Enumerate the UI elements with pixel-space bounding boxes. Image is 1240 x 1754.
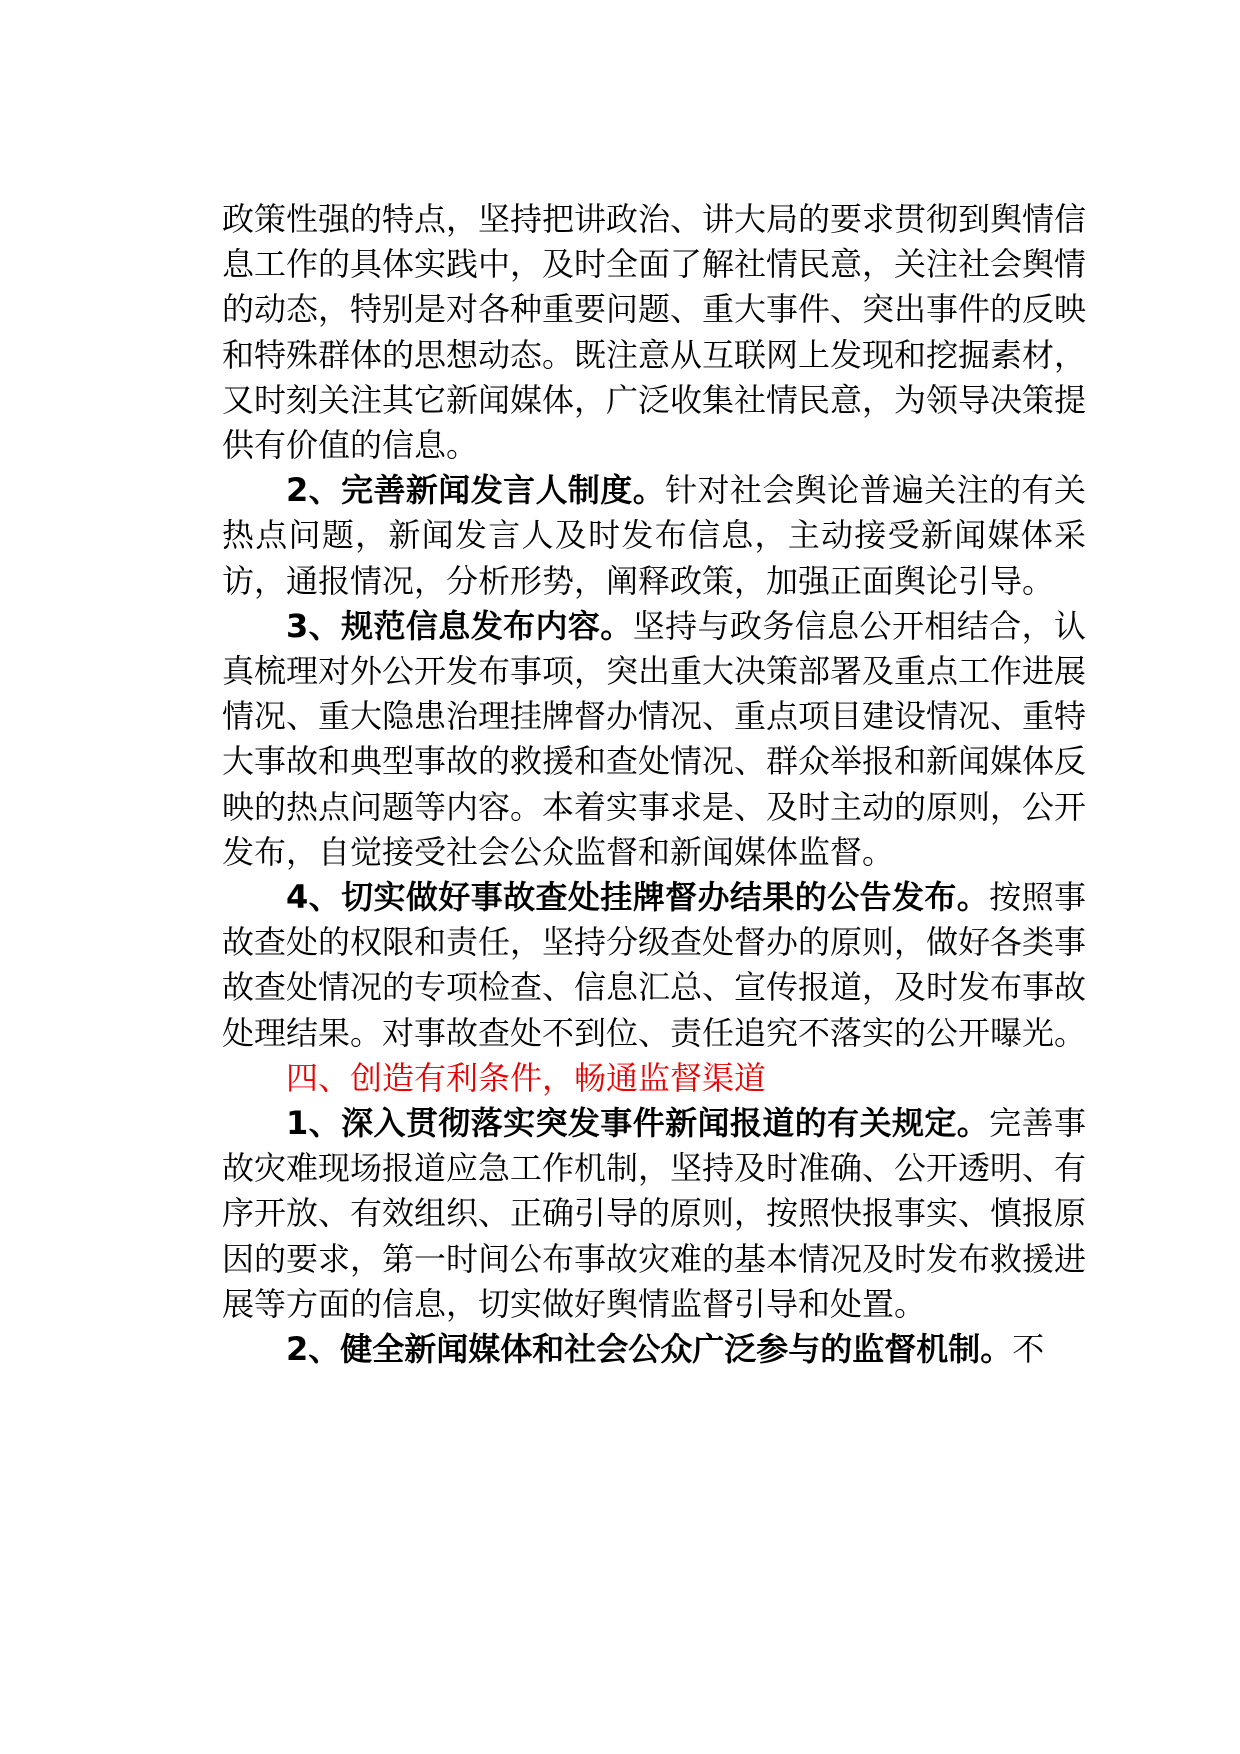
paragraph-info-release-content xyxy=(222,604,1086,875)
paragraph-lead: 4、切实做好事故查处挂牌督办结果的公告发布。 xyxy=(286,878,990,917)
paragraph-press-spokesperson xyxy=(222,468,1086,604)
paragraph-text: 不 xyxy=(1012,1330,1045,1369)
paragraph-lead: 2、完善新闻发言人制度。 xyxy=(286,471,666,510)
paragraph-text: 按照事故查处的权限和责任，坚持分级查处督办的原则，做好各类事故查处情况的专项检查、信息汇总、宣传报道，及时发布事故处理结果。对事故查处不到位、责任追究不落实的公开曝光。 xyxy=(222,878,1087,1052)
paragraph-text: 坚持与政务信息公开相结合，认真梳理对外公开发布事项，突出重大决策部署及重点工作进展情况、重大隐患治理挂牌督办情况、重点项目建设情况、重特大事故和典型事故的救援和查处情况、群众举报和新闻媒体反映的热点问题等内容。本着实事求是、及时主动的原则，公开发布，自觉接受社会公众监督和新闻媒体监督。 xyxy=(222,606,1087,871)
paragraph-text: 完善事故灾难现场报道应急工作机制，坚持及时准确、公开透明、有序开放、有效组织、正确引导的原则，按照快报事实、慎报原因的要求，第一时间公布事故灾难的基本情况及时发布救援进展等方面的信息，切实做好舆情监督引导和处置。 xyxy=(222,1104,1087,1323)
paragraph-text: 针对社会舆论普遍关注的有关热点问题，新闻发言人及时发布信息，主动接受新闻媒体采访，通报情况，分析形势，阐释政策，加强正面舆论引导。 xyxy=(222,471,1086,600)
document-body xyxy=(222,197,1086,1372)
paragraph-lead: 3、规范信息发布内容。 xyxy=(286,606,633,645)
paragraph-continued xyxy=(222,197,1086,468)
paragraph-accident-announcement xyxy=(222,875,1086,1056)
paragraph-supervision-mechanism xyxy=(222,1327,1086,1372)
paragraph-lead: 2、健全新闻媒体和社会公众广泛参与的监督机制。 xyxy=(286,1330,1013,1369)
paragraph-emergency-reporting xyxy=(222,1101,1086,1327)
section-heading: 四、创造有利条件，畅通监督渠道 xyxy=(286,1058,767,1097)
paragraph-text: 政策性强的特点，坚持把讲政治、讲大局的要求贯彻到舆情信息工作的具体实践中，及时全面了解社情民意，关注社会舆情的动态，特别是对各种重要问题、重大事件、突出事件的反映和特殊群体的思想动态。既注意从互联网上发现和挖掘素材，又时刻关注其它新闻媒体，广泛收集社情民意，为领导决策提供有价值的信息。 xyxy=(222,200,1087,465)
paragraph-lead: 1、深入贯彻落实突发事件新闻报道的有关规定。 xyxy=(286,1104,990,1143)
